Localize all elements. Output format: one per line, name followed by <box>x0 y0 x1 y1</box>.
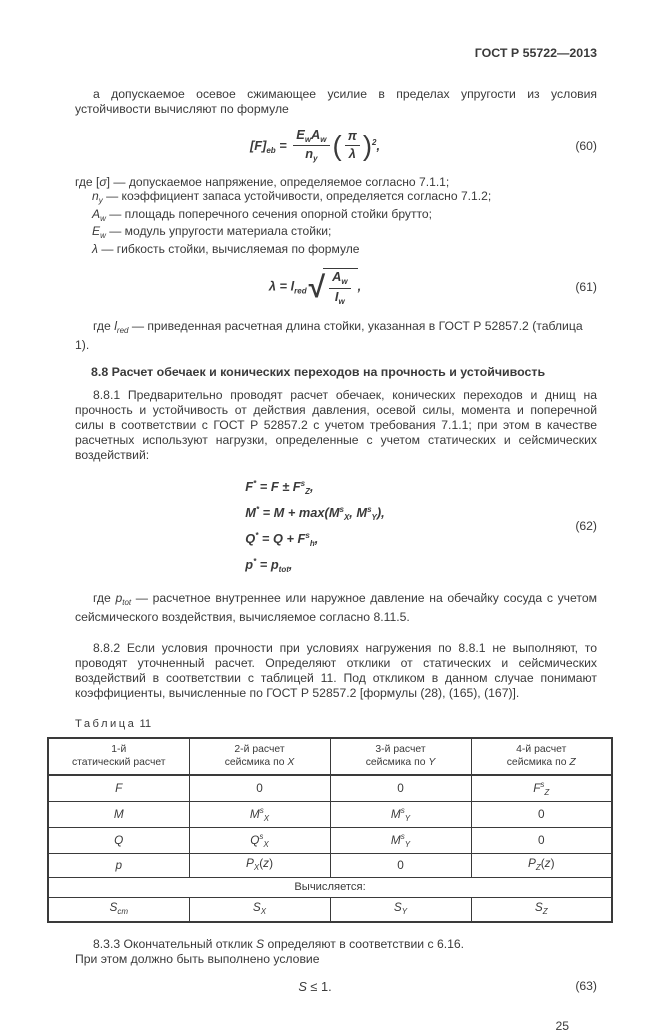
table-cell: 0 <box>330 775 471 802</box>
table-caption-number: 11 <box>139 717 152 730</box>
definition-item: $E_w$ — модуль упругости материала стойки; <box>92 224 332 241</box>
table-cell: Q <box>48 827 189 853</box>
table-11 <box>47 737 613 923</box>
formula-62 <box>75 475 597 579</box>
table-cell: $M^s_Y$ <box>330 827 471 853</box>
table-cell: $M^s_X$ <box>189 801 330 827</box>
table-header-cell: 3-й расчет сейсмика по Y <box>330 738 471 775</box>
formula-61 <box>75 268 597 306</box>
table-cell: $M^s_Y$ <box>330 801 471 827</box>
table-cell: $S_Y$ <box>330 897 471 922</box>
table-cell: p <box>48 853 189 877</box>
table-cell: 0 <box>189 775 330 802</box>
table-cell: F <box>48 775 189 802</box>
table-row <box>48 775 612 802</box>
table-row <box>48 801 612 827</box>
table-cell: 0 <box>471 827 612 853</box>
table-cell: 0 <box>471 801 612 827</box>
table-row <box>48 827 612 853</box>
paragraph-condition: При этом должно быть выполнено условие <box>75 951 320 966</box>
table-cell: $S_X$ <box>189 897 330 922</box>
formula-62-number: (62) <box>575 519 597 534</box>
equation-line: $p^* = p_{tot}$, <box>245 556 293 574</box>
table-header-cell: 2-й расчет сейсмика по X <box>189 738 330 775</box>
equation-line: $Q^* = Q + F^s_h$, <box>245 530 319 548</box>
table-header-cell: 1-й статический расчет <box>48 738 189 775</box>
definitions-list <box>75 176 597 256</box>
table-cell: $P_X(z)$ <box>189 853 330 877</box>
formula-60 <box>75 129 597 164</box>
document-code: ГОСТ Р 55722—2013 <box>474 46 597 60</box>
section-heading-8-8: 8.8 Расчет обечаек и конических переходов на прочность и устойчивость <box>91 364 546 379</box>
formula-61-number: (61) <box>575 280 597 295</box>
radical-sign: √ <box>308 270 326 304</box>
table-merged-cell: Вычисляется: <box>48 877 612 897</box>
page-number: 25 <box>555 1018 569 1033</box>
paragraph-lred: где $l_{red}$ — приведенная расчетная длина стойки, указанная в ГОСТ Р 52857.2 (таблица 1). <box>75 318 583 352</box>
definition-item: λ — гибкость стойки, вычисляемая по формуле <box>92 241 360 256</box>
definition-item: $A_w$ — площадь поперечного сечения опорной стойки брутто; <box>92 206 432 223</box>
equation-line: $F^* = F \pm F^s_Z$, <box>245 478 314 496</box>
formula-63-number: (63) <box>575 979 597 994</box>
table-cell: M <box>48 801 189 827</box>
table-row <box>48 853 612 877</box>
paragraph-ptot: где $p_{tot}$ — расчетное внутреннее или наружное давление на обечайку сосуда с учетом сейсмического воздействия, вычисляемое согласно 8.11.5. <box>75 590 597 624</box>
definition-item: $n_y$ — коэффициент запаса устойчивости, определяется согласно 7.1.2; <box>92 188 492 205</box>
paragraph-8-8-1: 8.8.1 Предварительно проводят расчет обечаек, конических переходов и днищ на прочность и устойчивость от действия давления, осевой силы, момента и поперечной силы в соответствии с ГОСТ Р 52857.2 с учетом требования 7.1.1; при этом в качестве расчетных используют нагрузки, определенные с учетом статических и сейсмических воздействий: <box>75 387 597 462</box>
table-cell: 0 <box>330 853 471 877</box>
table-cell: $F^s_Z$ <box>471 775 612 802</box>
table-cell: $P_Z(z)$ <box>471 853 612 877</box>
table-caption-word: Таблица <box>75 717 137 730</box>
formula-62-equations <box>245 475 384 579</box>
formula-60-expression: $[F]_{eb}$ = $\frac{E_wA_w}{n_y}$ ( $\frac{\pi}{\lambda}$ )$^2$, <box>249 127 381 164</box>
table-footer-row <box>48 897 612 922</box>
formula-61-expression: $\lambda = l_{red}$ √ $\frac{A_w}{I_w}$ , <box>268 269 362 306</box>
paragraph-intro: а допускаемое осевое сжимающее усилие в пределах упругости из условия устойчивости вычисляют по формуле <box>75 87 597 116</box>
formula-60-number: (60) <box>575 139 597 154</box>
table-merged-row <box>48 877 612 897</box>
definition-item: где [σ] — допускаемое напряжение, определяемое согласно 7.1.1; <box>75 175 450 190</box>
table-header-row <box>48 738 612 775</box>
table-header-cell: 4-й расчет сейсмика по Z <box>471 738 612 775</box>
table-cell: $S_{ст}$ <box>48 897 189 922</box>
paragraph-8-3-3: 8.3.3 Окончательный отклик S определяют в соответствии с 6.16. <box>93 936 465 951</box>
table-cell: $Q^s_X$ <box>189 827 330 853</box>
formula-63-expression: S ≤ 1. <box>298 978 332 994</box>
table-cell: $S_Z$ <box>471 897 612 922</box>
formula-63 <box>75 979 597 995</box>
paragraph-8-8-2: 8.8.2 Если условия прочности при условиях нагружения по 8.8.1 не выполняют, то проводят уточненный расчет. Определяют отклики от статических и сейсмических воздействий в соответствии с таблицей 11. Под откликом в данном случае понимают коэффициенты, вычисленные по ГОСТ Р 52857.2 [формулы (28), (165), (167)]. <box>75 640 597 700</box>
equation-line: $M^* = M + \max(M^s_X$, $M^s_Y$), <box>245 504 385 522</box>
table-11-caption <box>75 717 597 732</box>
